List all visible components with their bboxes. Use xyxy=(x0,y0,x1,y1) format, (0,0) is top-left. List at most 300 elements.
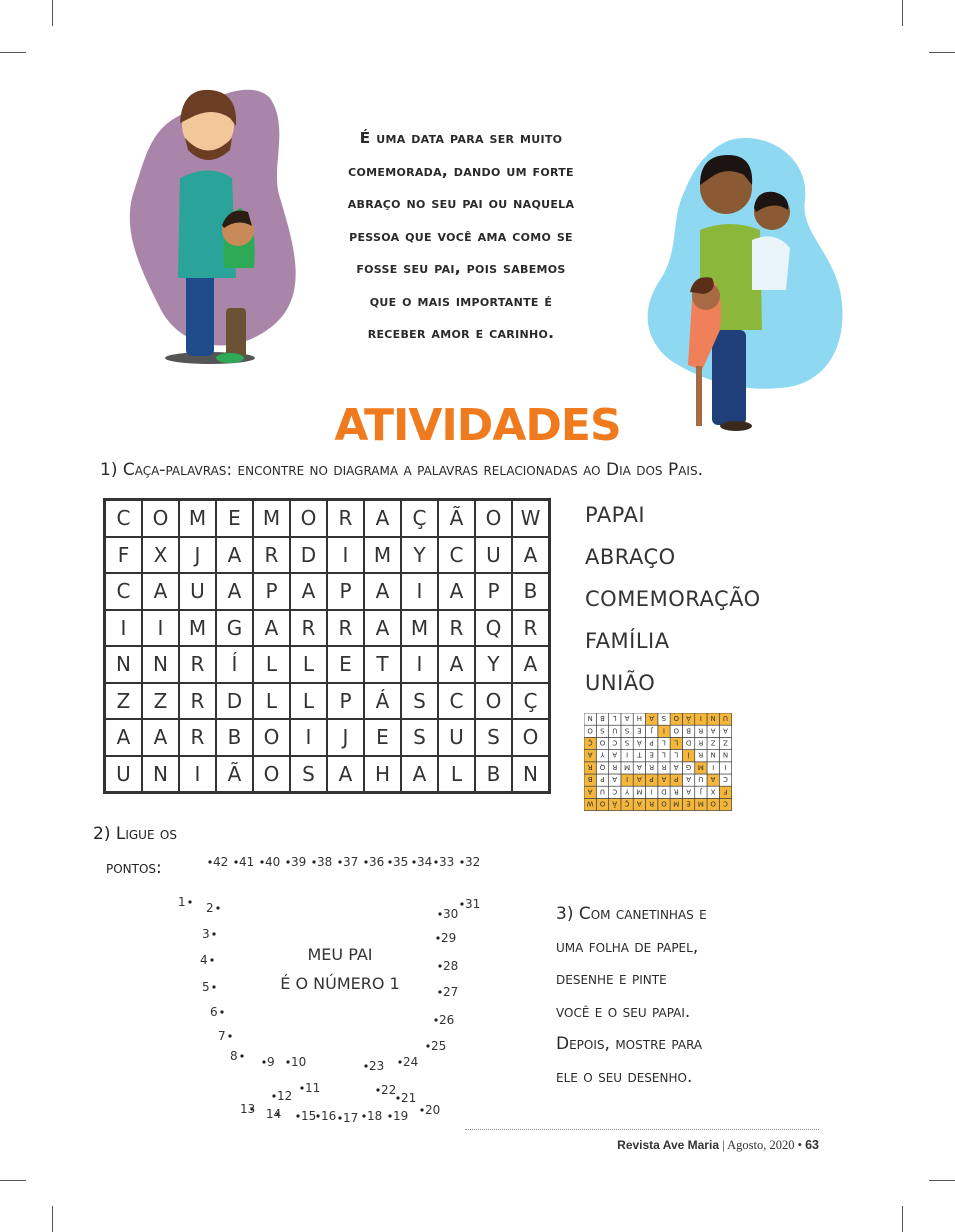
answer-letter: E xyxy=(649,750,654,759)
dot-number: 29 xyxy=(441,931,457,945)
grid-cell: R xyxy=(327,500,364,537)
answer-letter: Ã xyxy=(686,714,691,723)
answer-key-thumbnail xyxy=(584,713,734,813)
grid-cell: E xyxy=(364,719,401,756)
grid-cell: I xyxy=(401,573,438,610)
section-title: ATIVIDADES xyxy=(334,400,621,451)
dot xyxy=(234,860,237,863)
grid-cell: A xyxy=(364,573,401,610)
dot-number: 30 xyxy=(443,907,459,921)
page-number: 63 xyxy=(805,1138,819,1152)
answer-letter: R xyxy=(698,738,704,747)
grid-cell: R xyxy=(438,610,475,647)
footer-divider xyxy=(465,1129,819,1130)
activity-3-line: desenhe e pinte xyxy=(556,969,667,989)
dot-number: 28 xyxy=(443,959,459,973)
answer-letter: A xyxy=(612,750,618,759)
answer-letter: L xyxy=(674,750,679,759)
answer-letter: M xyxy=(697,762,704,771)
grid-cell: Z xyxy=(105,683,143,720)
grid-cell: J xyxy=(327,719,364,756)
grid-cell: O xyxy=(253,719,290,756)
answer-letter: A xyxy=(636,762,642,771)
grid-cell: A xyxy=(142,573,179,610)
answer-letter: D xyxy=(685,738,692,747)
dot xyxy=(438,990,441,993)
dot xyxy=(434,860,437,863)
grid-cell: A xyxy=(364,500,401,537)
answer-letter: O xyxy=(710,799,716,808)
magazine-name: Revista Ave Maria xyxy=(617,1138,719,1152)
grid-row xyxy=(105,537,550,574)
dot-number: 36 xyxy=(369,855,385,869)
grid-cell: I xyxy=(142,610,179,647)
grid-cell: R xyxy=(290,610,327,647)
answer-letter: R xyxy=(673,787,679,796)
dot-number: 27 xyxy=(443,985,459,999)
word-list-item: PAPAI xyxy=(585,503,646,527)
grid-cell: Á xyxy=(364,683,401,720)
grid-cell: A xyxy=(216,573,253,610)
crop-mark xyxy=(52,1206,53,1232)
grid-cell: C xyxy=(438,683,475,720)
dot xyxy=(362,1114,365,1117)
answer-letter: A xyxy=(636,799,642,808)
grid-cell: R xyxy=(179,683,216,720)
answer-letter: U xyxy=(698,775,704,784)
answer-letter: O xyxy=(673,714,680,723)
answer-letter: P xyxy=(674,775,679,784)
dot xyxy=(438,912,441,915)
issue-date: Agosto, 2020 xyxy=(727,1138,795,1152)
answer-letter: A xyxy=(710,726,716,735)
grid-cell: F xyxy=(105,537,143,574)
grid-cell: A xyxy=(142,719,179,756)
grid-cell: R xyxy=(512,610,550,647)
dot-number: 9 xyxy=(267,1055,275,1069)
answer-letter: Ç xyxy=(587,738,593,747)
answer-letter: M xyxy=(636,787,643,796)
dot-number: 17 xyxy=(343,1111,359,1125)
grid-cell: G xyxy=(216,610,253,647)
grid-cell: O xyxy=(512,719,550,756)
dot-number: 2 xyxy=(206,901,214,915)
grid-cell: R xyxy=(179,646,216,683)
crop-mark xyxy=(902,0,903,26)
answer-letter: R xyxy=(587,762,593,771)
dot xyxy=(364,1064,367,1067)
answer-letter: N xyxy=(587,714,593,723)
grid-cell: A xyxy=(401,756,438,793)
answer-letter: J xyxy=(650,726,653,735)
dot-number: 35 xyxy=(393,855,409,869)
dot xyxy=(296,1114,299,1117)
dot xyxy=(262,1060,265,1063)
answer-letter: U xyxy=(722,714,729,723)
grid-cell: D xyxy=(216,683,253,720)
grid-cell: U xyxy=(438,719,475,756)
dot xyxy=(376,1088,379,1091)
grid-cell: Z xyxy=(142,683,179,720)
word-list-item: FAMÍLIA xyxy=(585,629,670,653)
grid-cell: R xyxy=(253,537,290,574)
grid-cell: E xyxy=(327,646,364,683)
answer-letter: P xyxy=(649,775,654,784)
grid-cell: Ç xyxy=(401,500,438,537)
grid-cell: M xyxy=(253,500,290,537)
grid-cell: Y xyxy=(401,537,438,574)
grid-cell: S xyxy=(401,719,438,756)
dot-number: 20 xyxy=(425,1103,441,1117)
word-list xyxy=(585,498,761,708)
dot xyxy=(272,1094,275,1097)
answer-letter: Í xyxy=(687,750,690,759)
answer-letter: N xyxy=(722,750,729,759)
answer-letter: M xyxy=(624,762,631,771)
answer-letter: Y xyxy=(624,787,630,796)
answer-letter: S xyxy=(624,726,630,735)
grid-cell: T xyxy=(364,646,401,683)
dot xyxy=(388,860,391,863)
grid-cell: N xyxy=(142,646,179,683)
answer-letter: X xyxy=(710,787,716,796)
intro-line: abraço no seu pai ou naquela xyxy=(347,194,575,212)
grid-cell: C xyxy=(438,537,475,574)
intro-line: pessoa que você ama como se xyxy=(349,226,573,245)
answer-letter: U xyxy=(612,726,618,735)
answer-letter: A xyxy=(710,775,716,784)
dot-number: 33 xyxy=(439,855,455,869)
answer-letter: O xyxy=(673,726,680,735)
grid-cell: Í xyxy=(216,646,253,683)
grid-cell: L xyxy=(438,756,475,793)
grid-cell: Ã xyxy=(216,756,253,793)
dot xyxy=(434,1018,437,1021)
grid-cell: Q xyxy=(475,610,512,647)
answer-letter: O xyxy=(587,726,593,735)
grid-cell: A xyxy=(216,537,253,574)
answer-letter: S xyxy=(624,738,630,747)
answer-letter: N xyxy=(710,714,716,723)
activity-3-line: uma folha de papel, xyxy=(556,936,699,957)
answer-letter: I xyxy=(662,726,665,735)
dot-number: 23 xyxy=(369,1059,385,1073)
grid-cell: I xyxy=(401,646,438,683)
answer-letter: R xyxy=(649,799,655,808)
answer-letter: O xyxy=(661,799,667,808)
grid-cell: C xyxy=(105,573,143,610)
grid-cell: S xyxy=(475,719,512,756)
father-son-illustration xyxy=(120,78,320,378)
answer-letter: M xyxy=(697,799,704,808)
answer-letter: L xyxy=(674,738,679,747)
grid-cell: M xyxy=(364,537,401,574)
answer-letter: I xyxy=(724,762,727,771)
word-search-grid xyxy=(103,498,551,794)
answer-letter: A xyxy=(587,750,593,759)
grid-row xyxy=(105,610,550,647)
grid-cell: O xyxy=(290,500,327,537)
dot xyxy=(212,985,215,988)
grid-cell: N xyxy=(512,756,550,793)
answer-letter: R xyxy=(661,762,667,771)
dot xyxy=(438,964,441,967)
grid-cell: I xyxy=(179,756,216,793)
crop-mark xyxy=(902,1206,903,1232)
dot-number: 8 xyxy=(230,1049,238,1063)
page-footer xyxy=(465,1138,819,1153)
dot-number: 14 xyxy=(266,1107,282,1121)
crop-mark xyxy=(929,52,955,53)
heart-text-line: MEU PAI xyxy=(307,945,373,964)
grid-row xyxy=(105,719,550,756)
grid-cell: U xyxy=(105,756,143,793)
answer-letter: B xyxy=(686,726,691,735)
grid-row xyxy=(105,756,550,793)
answer-letter: M xyxy=(673,799,680,808)
dot-number: 16 xyxy=(321,1109,337,1123)
grid-row xyxy=(105,683,550,720)
answer-letter: T xyxy=(637,750,642,759)
grid-cell: H xyxy=(364,756,401,793)
dot-number: 10 xyxy=(291,1055,307,1069)
answer-letter: A xyxy=(624,714,630,723)
grid-cell: C xyxy=(105,500,143,537)
answer-letter: Á xyxy=(636,738,642,747)
word-list-item: UNIÃO xyxy=(585,671,656,695)
answer-letter: F xyxy=(723,787,728,796)
dot xyxy=(460,902,463,905)
grid-cell: P xyxy=(327,683,364,720)
grid-cell: P xyxy=(253,573,290,610)
answer-letter: C xyxy=(612,787,618,796)
answer-letter: C xyxy=(612,738,618,747)
grid-cell: L xyxy=(290,683,327,720)
crop-mark xyxy=(929,1180,955,1181)
answer-letter: C xyxy=(723,775,728,784)
answer-letter: R xyxy=(698,750,704,759)
answer-letter: H xyxy=(636,714,642,723)
answer-letter: C xyxy=(723,799,728,808)
grid-cell: A xyxy=(290,573,327,610)
dot-number: 39 xyxy=(291,855,307,869)
activity-2-label: pontos: xyxy=(106,858,162,878)
grid-cell: A xyxy=(327,756,364,793)
dot-number: 32 xyxy=(465,855,481,869)
dot xyxy=(312,860,315,863)
dot xyxy=(210,958,213,961)
dot-number: 1 xyxy=(178,895,186,909)
intro-line: É uma data para ser muito xyxy=(359,129,563,147)
grid-cell: U xyxy=(475,537,512,574)
dot-number: 12 xyxy=(277,1089,293,1103)
answer-letter: I xyxy=(626,750,629,759)
answer-letter: R xyxy=(649,762,655,771)
dot xyxy=(220,1010,223,1013)
answer-letter: A xyxy=(673,762,679,771)
grid-cell: N xyxy=(105,646,143,683)
grid-cell: U xyxy=(179,573,216,610)
dot xyxy=(188,900,191,903)
grid-cell: A xyxy=(512,646,550,683)
answer-letter: I xyxy=(699,714,702,723)
dot-number: 37 xyxy=(343,855,359,869)
answer-letter: A xyxy=(686,775,691,784)
grid-cell: O xyxy=(475,500,512,537)
heart-text xyxy=(270,940,410,998)
activity-3-instruction xyxy=(556,898,786,1093)
crop-mark xyxy=(0,1180,26,1181)
answer-letter: E xyxy=(686,799,691,808)
answer-letter: B xyxy=(587,775,593,784)
heart-text-line: É O NÚMERO 1 xyxy=(280,974,400,993)
footer-separator: | xyxy=(722,1138,725,1152)
dot xyxy=(208,860,211,863)
answer-letter: O xyxy=(599,738,606,747)
grid-cell: I xyxy=(105,610,143,647)
answer-letter: O xyxy=(599,799,606,808)
answer-letter: S xyxy=(661,714,667,723)
grid-cell: O xyxy=(253,756,290,793)
answer-letter: A xyxy=(723,726,728,735)
dot-number: 31 xyxy=(465,897,481,911)
grid-row xyxy=(105,646,550,683)
dot xyxy=(300,1086,303,1089)
grid-cell: B xyxy=(512,573,550,610)
grid-cell: X xyxy=(142,537,179,574)
dot xyxy=(316,1114,319,1117)
answer-letter: W xyxy=(586,799,594,808)
answer-letter: A xyxy=(587,787,593,796)
crop-mark xyxy=(0,52,26,53)
dot-number: 6 xyxy=(210,1005,218,1019)
dot xyxy=(396,1096,399,1099)
dot-number: 3 xyxy=(202,927,210,941)
answer-letter: N xyxy=(710,750,716,759)
grid-row xyxy=(105,500,550,537)
crop-mark xyxy=(52,0,53,26)
dot xyxy=(240,1054,243,1057)
grid-cell: Y xyxy=(475,646,512,683)
grid-cell: W xyxy=(512,500,550,537)
intro-line: que o mais importante é xyxy=(369,291,553,310)
dot-number: 7 xyxy=(218,1029,226,1043)
answer-letter: L xyxy=(661,750,666,759)
grid-cell: O xyxy=(475,683,512,720)
answer-letter: L xyxy=(612,714,617,723)
grid-cell: Ç xyxy=(512,683,550,720)
grid-cell: A xyxy=(438,573,475,610)
activity-2-label: 2) Ligue os xyxy=(93,824,177,844)
grid-cell: R xyxy=(179,719,216,756)
dot-number: 26 xyxy=(439,1013,455,1027)
answer-letter: Ç xyxy=(624,799,630,808)
answer-letter: Q xyxy=(599,762,606,771)
grid-cell: R xyxy=(327,610,364,647)
dot xyxy=(426,1044,429,1047)
grid-cell: Ã xyxy=(438,500,475,537)
grid-cell: A xyxy=(438,646,475,683)
answer-letter: J xyxy=(699,787,702,796)
activity-3-line: você e o seu papai. xyxy=(556,1001,691,1022)
intro-line: receber amor e carinho. xyxy=(367,324,555,342)
grid-cell: B xyxy=(475,756,512,793)
answer-letter: P xyxy=(649,738,654,747)
dot xyxy=(286,1060,289,1063)
answer-letter: L xyxy=(661,738,666,747)
dot-number: 38 xyxy=(317,855,333,869)
answer-letter: R xyxy=(612,762,618,771)
grid-cell: E xyxy=(216,500,253,537)
dot xyxy=(420,1108,423,1111)
footer-bullet: • xyxy=(797,1138,802,1152)
intro-line: fosse seu pai, pois sabemos xyxy=(356,259,566,277)
dot xyxy=(460,860,463,863)
answer-letter: G xyxy=(685,762,692,771)
dot-number: 34 xyxy=(417,855,433,869)
answer-letter: I xyxy=(712,762,715,771)
dot-number: 22 xyxy=(381,1083,397,1097)
grid-cell: S xyxy=(401,683,438,720)
dot-number: 40 xyxy=(265,855,281,869)
dot xyxy=(212,932,215,935)
dot-number: 42 xyxy=(213,855,229,869)
grid-cell: M xyxy=(179,500,216,537)
answer-letter: A xyxy=(612,775,618,784)
dot xyxy=(260,860,263,863)
word-list-item: ABRAÇO xyxy=(585,545,676,569)
dot xyxy=(364,860,367,863)
dot-number: 21 xyxy=(401,1091,417,1105)
answer-letter: Ã xyxy=(612,799,618,808)
dot-number: 24 xyxy=(403,1055,419,1069)
word-list-item: COMEMORAÇÃO xyxy=(585,587,761,611)
activity-1-instruction: 1) Caça-palavras: encontre no diagrama a palavras relacionadas ao Dia dos Pais. xyxy=(100,460,703,480)
answer-letter: A xyxy=(686,787,691,796)
father-children-illustration xyxy=(640,130,850,440)
grid-row xyxy=(105,573,550,610)
dot xyxy=(398,1060,401,1063)
activity-3-line: Depois, mostre para xyxy=(556,1034,703,1054)
grid-cell: J xyxy=(179,537,216,574)
answer-letter: D xyxy=(661,787,667,796)
dot-number: 13 xyxy=(240,1102,256,1116)
answer-letter: I xyxy=(650,787,653,796)
dot-number: 5 xyxy=(202,980,210,994)
dot-number: 4 xyxy=(200,953,208,967)
grid-cell: S xyxy=(290,756,327,793)
grid-cell: O xyxy=(142,500,179,537)
answer-letter: S xyxy=(600,726,605,735)
dot-number: 41 xyxy=(239,855,255,869)
answer-letter: A xyxy=(636,775,642,784)
grid-cell: L xyxy=(290,646,327,683)
grid-cell: M xyxy=(179,610,216,647)
grid-cell: A xyxy=(105,719,143,756)
answer-letter: Z xyxy=(710,738,716,747)
activity-3-line: 3) Com canetinhas e xyxy=(556,904,707,924)
grid-cell: I xyxy=(290,719,327,756)
grid-cell: M xyxy=(401,610,438,647)
dot xyxy=(216,906,219,909)
answer-letter: Z xyxy=(723,738,728,747)
answer-letter: I xyxy=(626,775,629,784)
answer-letter: E xyxy=(637,726,642,735)
grid-cell: I xyxy=(327,537,364,574)
answer-letter: R xyxy=(698,726,704,735)
grid-cell: L xyxy=(253,646,290,683)
intro-line: comemorada, dando um forte xyxy=(348,161,574,180)
